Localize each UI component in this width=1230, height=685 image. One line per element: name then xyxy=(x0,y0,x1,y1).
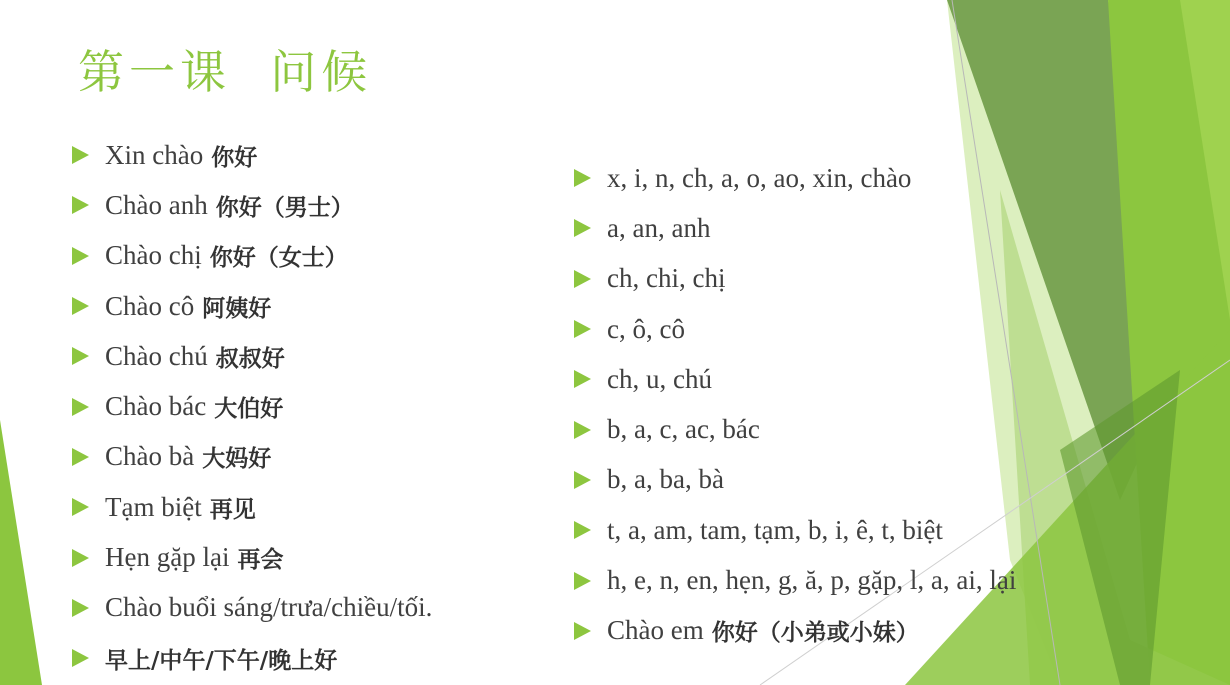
triangle-bullet-icon xyxy=(72,498,89,516)
pronunciation-list xyxy=(574,153,1016,656)
vietnamese-text: a, an, anh xyxy=(607,212,711,243)
vietnamese-text: Chào buổi sáng/trưa/chiều/tối. xyxy=(105,592,433,623)
list-item xyxy=(574,254,1016,304)
slide-title: 第一课 问候 xyxy=(78,45,373,99)
vietnamese-text: b, a, c, ac, bác xyxy=(607,414,760,445)
vietnamese-text: Chào em xyxy=(607,615,704,646)
chinese-text: 叔叔好 xyxy=(215,345,285,372)
list-item xyxy=(574,606,1016,656)
triangle-bullet-icon xyxy=(72,599,89,617)
green-shape-bottom-left xyxy=(0,420,42,685)
triangle-bullet-icon xyxy=(72,448,89,466)
list-item xyxy=(72,532,432,582)
list-item xyxy=(574,354,1016,404)
triangle-bullet-icon xyxy=(574,622,591,640)
triangle-bullet-icon xyxy=(72,549,89,567)
triangle-bullet-icon xyxy=(574,421,591,439)
list-item xyxy=(72,583,432,633)
chinese-text: 阿姨好 xyxy=(202,295,272,322)
chinese-text: 你好（男士） xyxy=(215,194,354,221)
vietnamese-text: ch, chi, chị xyxy=(607,263,726,294)
list-item xyxy=(574,555,1016,605)
vietnamese-text: Xin chào xyxy=(105,139,204,170)
list-item xyxy=(72,180,432,230)
triangle-bullet-icon xyxy=(72,247,89,265)
list-item xyxy=(574,203,1016,253)
vietnamese-text: Chào anh xyxy=(105,189,208,220)
triangle-bullet-icon xyxy=(72,347,89,365)
chinese-text: 早上/中午/下午/晚上好 xyxy=(105,647,338,674)
triangle-bullet-icon xyxy=(72,297,89,315)
vietnamese-text: h, e, n, en, hẹn, g, ă, p, gặp, l, a, ai, lại xyxy=(607,565,1017,596)
vietnamese-text: c, ô, cô xyxy=(607,313,685,344)
triangle-bullet-icon xyxy=(574,471,591,489)
list-item xyxy=(574,304,1016,354)
triangle-bullet-icon xyxy=(72,196,89,214)
list-item xyxy=(72,381,432,431)
triangle-bullet-icon xyxy=(574,572,591,590)
list-item xyxy=(72,130,432,180)
vietnamese-text: t, a, am, tam, tạm, b, i, ê, t, biệt xyxy=(607,514,943,545)
chinese-text: 你好（小弟或小妹） xyxy=(711,620,919,647)
list-item xyxy=(574,404,1016,454)
vietnamese-text: Chào chị xyxy=(105,240,202,271)
triangle-bullet-icon xyxy=(574,219,591,237)
list-item xyxy=(72,482,432,532)
triangle-bullet-icon xyxy=(574,370,591,388)
vietnamese-text: Chào bà xyxy=(105,441,195,472)
vietnamese-text: x, i, n, ch, a, o, ao, xin, chào xyxy=(607,162,912,193)
chinese-text: 再会 xyxy=(237,547,284,574)
list-item xyxy=(72,281,432,331)
list-item xyxy=(574,455,1016,505)
greetings-list xyxy=(72,130,432,683)
vietnamese-text: Chào cô xyxy=(105,290,195,321)
vietnamese-text: Chào bác xyxy=(105,391,207,422)
list-item xyxy=(72,432,432,482)
list-item xyxy=(574,505,1016,555)
vietnamese-text: Tạm biệt xyxy=(105,491,202,522)
list-item xyxy=(72,231,432,281)
triangle-bullet-icon xyxy=(574,320,591,338)
triangle-bullet-icon xyxy=(574,169,591,187)
vietnamese-text: Chào chú xyxy=(105,340,208,371)
triangle-bullet-icon xyxy=(72,649,89,667)
chinese-text: 再见 xyxy=(209,496,256,523)
triangle-bullet-icon xyxy=(72,146,89,164)
triangle-bullet-icon xyxy=(574,521,591,539)
vietnamese-text: Hẹn gặp lại xyxy=(105,542,230,573)
list-item xyxy=(574,153,1016,203)
chinese-text: 大妈好 xyxy=(202,446,272,473)
list-item xyxy=(72,331,432,381)
chinese-text: 你好（女士） xyxy=(209,245,348,272)
list-item xyxy=(72,633,432,683)
vietnamese-text: ch, u, chú xyxy=(607,363,712,394)
chinese-text: 你好 xyxy=(211,144,258,171)
triangle-bullet-icon xyxy=(574,270,591,288)
vietnamese-text: b, a, ba, bà xyxy=(607,464,724,495)
chinese-text: 大伯好 xyxy=(214,396,284,423)
triangle-bullet-icon xyxy=(72,398,89,416)
